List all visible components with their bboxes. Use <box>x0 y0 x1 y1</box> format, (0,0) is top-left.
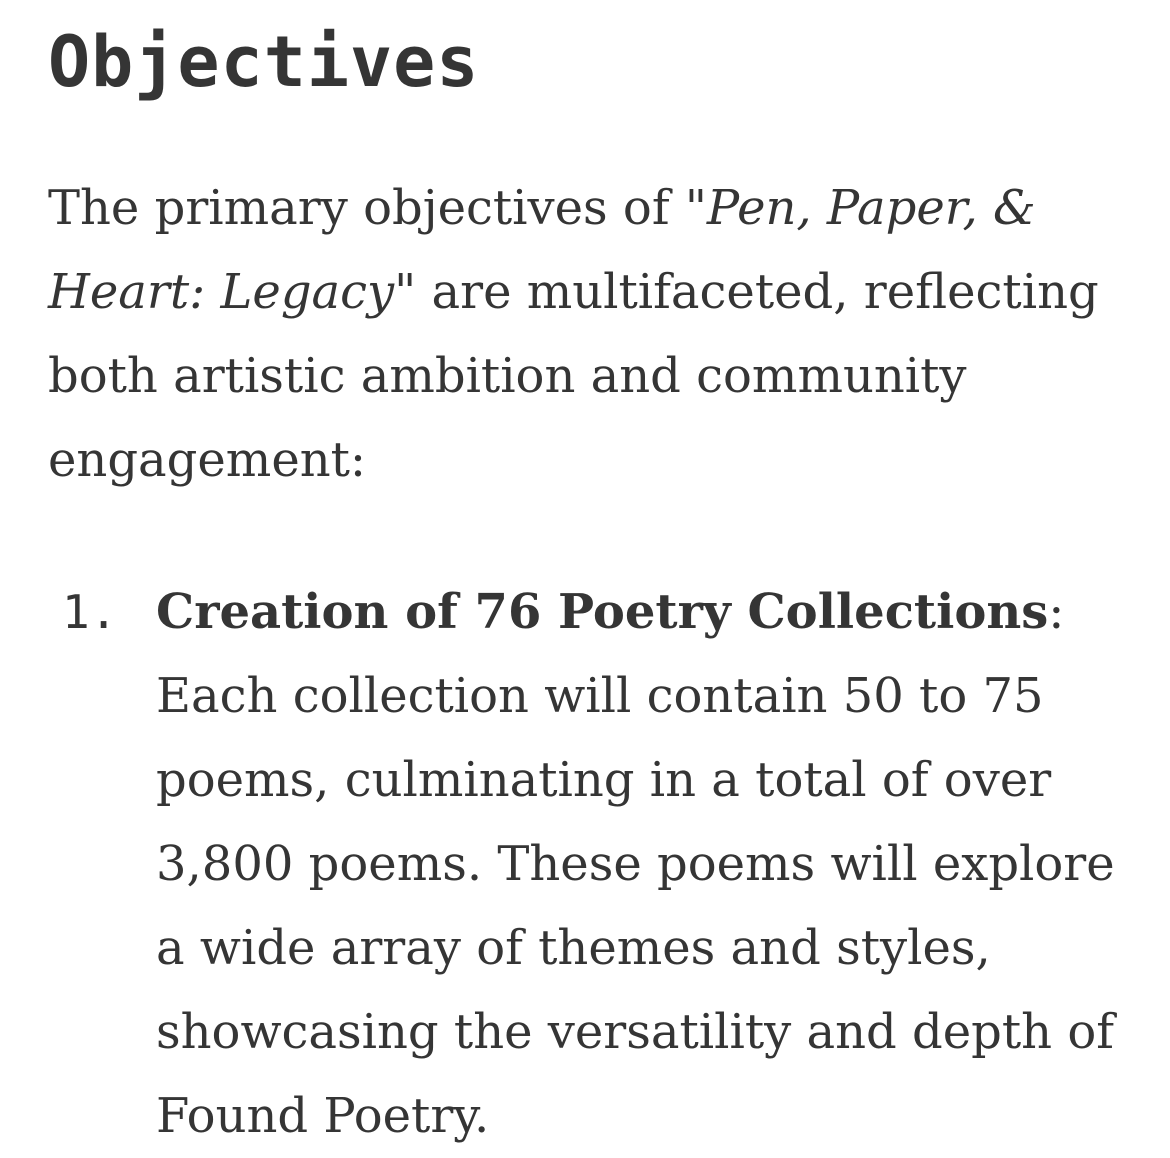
intro-text-end: " are multifaceted, reflecting both artistic ambition and community engagement: <box>48 264 1099 488</box>
list-item-body: Each collection will contain 50 to 75 poems, culminating in a total of over 3,800 poems. These poems will explore a wide array of themes and styles, showcasing the versatility and depth of Found Poetry. <box>156 668 1115 1144</box>
list-item-separator: : <box>1048 584 1065 640</box>
list-item-title: Creation of 76 Poetry Collections <box>156 584 1049 640</box>
document-page <box>48 0 1138 1158</box>
intro-paragraph <box>48 166 1133 502</box>
section-heading: Objectives <box>48 21 480 103</box>
list-item <box>48 570 1138 1158</box>
objectives-list <box>48 570 1138 1158</box>
intro-text-start: The primary objectives of " <box>48 180 707 236</box>
list-item-number: 1. <box>62 585 118 639</box>
project-title: Pen, Paper, & Heart: Legacy <box>48 180 1036 320</box>
